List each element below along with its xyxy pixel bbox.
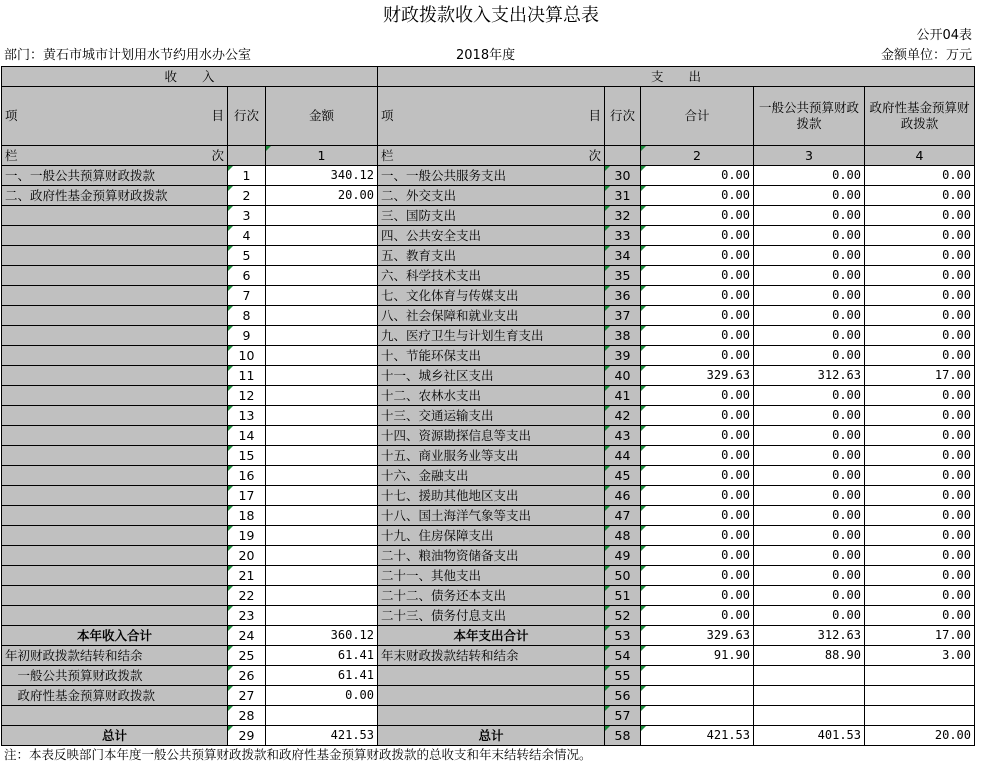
income-amount-cell [266,426,378,446]
income-amount-cell: 0.00 [266,686,378,706]
expense-total-cell: 0.00 [641,406,754,426]
income-amount-cell [266,246,378,266]
expense-total-cell: 421.53 [641,726,754,746]
expense-rowno-cell: 49 [605,546,641,566]
income-amount-cell [266,366,378,386]
expense-total-cell: 0.00 [641,166,754,186]
table-row [2,326,975,346]
expense-fund-cell: 0.00 [865,506,975,526]
expense-total-cell: 0.00 [641,186,754,206]
expense-general-cell [754,666,865,686]
table-row [2,166,975,186]
table-row [2,346,975,366]
header-row-columns [2,87,975,146]
income-rowno-cell: 5 [228,246,266,266]
income-amount-cell: 61.41 [266,666,378,686]
expense-total-cell [641,706,754,726]
expense-general-cell [754,706,865,726]
expense-item-cell: 九、医疗卫生与计划生育支出 [378,326,605,346]
expense-rowno-cell: 46 [605,486,641,506]
expense-rowno-cell: 38 [605,326,641,346]
income-item-header: 项 目 [2,87,228,146]
income-rowno-cell: 17 [228,486,266,506]
income-amount-cell [266,526,378,546]
expense-item-cell: 十七、援助其他地区支出 [378,486,605,506]
expense-total-cell: 329.63 [641,626,754,646]
income-item-cell [2,606,228,626]
expense-total-cell: 0.00 [641,446,754,466]
income-rowno-cell: 9 [228,326,266,346]
expense-item-cell: 六、科学技术支出 [378,266,605,286]
expense-fund-cell: 0.00 [865,326,975,346]
income-rowno-cell: 14 [228,426,266,446]
expense-item-cell [378,706,605,726]
income-rowno-cell: 8 [228,306,266,326]
income-amount-cell [266,506,378,526]
income-item-cell [2,706,228,726]
expense-total-cell: 0.00 [641,586,754,606]
income-item-cell [2,366,228,386]
table-row [2,706,975,726]
income-item-cell [2,566,228,586]
income-rowno-cell: 13 [228,406,266,426]
expense-general-cell: 0.00 [754,606,865,626]
expense-general-cell: 0.00 [754,226,865,246]
expense-rowno-cell: 45 [605,466,641,486]
table-row [2,446,975,466]
col-index-2: 2 [641,146,754,166]
expense-fund-cell: 0.00 [865,446,975,466]
table-row [2,686,975,706]
expense-fund-cell [865,666,975,686]
expense-rowno-cell: 48 [605,526,641,546]
income-amount-cell: 360.12 [266,626,378,646]
expense-item-cell: 十二、农林水支出 [378,386,605,406]
table-row [2,386,975,406]
income-rowno-cell: 2 [228,186,266,206]
income-amount-cell [266,466,378,486]
income-amount-cell [266,266,378,286]
expense-general-cell: 0.00 [754,266,865,286]
expense-item-cell: 本年支出合计 [378,626,605,646]
income-amount-cell [266,586,378,606]
income-item-cell: 政府性基金预算财政拨款 [2,686,228,706]
income-rowno-cell: 24 [228,626,266,646]
income-rowno-cell: 22 [228,586,266,606]
expense-general-cell: 0.00 [754,546,865,566]
income-item-cell: 一、一般公共预算财政拨款 [2,166,228,186]
income-amount-cell: 421.53 [266,726,378,746]
expense-fund-cell: 0.00 [865,306,975,326]
income-item-cell [2,586,228,606]
expense-rowno-cell: 34 [605,246,641,266]
expense-col-index: 栏 次 [378,146,605,166]
expense-fund-cell: 0.00 [865,426,975,446]
expense-general-cell: 0.00 [754,506,865,526]
expense-fund-cell: 0.00 [865,166,975,186]
income-amount-cell [266,226,378,246]
expense-rowno-cell: 53 [605,626,641,646]
expense-general-cell: 0.00 [754,286,865,306]
income-amount-cell [266,326,378,346]
expense-rowno-cell: 39 [605,346,641,366]
expense-item-cell: 一、一般公共服务支出 [378,166,605,186]
doc-code: 公开04表 [916,28,972,43]
expense-item-cell: 十九、住房保障支出 [378,526,605,546]
expense-total-cell: 0.00 [641,426,754,446]
table-row [2,286,975,306]
expense-item-cell: 十三、交通运输支出 [378,406,605,426]
expense-total-cell: 0.00 [641,266,754,286]
income-col-index: 栏 次 [2,146,228,166]
income-amount-cell [266,486,378,506]
table-row [2,266,975,286]
expense-fund-cell: 0.00 [865,186,975,206]
income-item-cell [2,306,228,326]
expense-rowno-cell: 44 [605,446,641,466]
income-item-cell: 总计 [2,726,228,746]
expense-total-cell: 0.00 [641,206,754,226]
expense-total-cell: 0.00 [641,566,754,586]
expense-general-cell: 0.00 [754,406,865,426]
income-item-cell [2,226,228,246]
income-item-cell [2,526,228,546]
income-amount-cell [266,346,378,366]
income-rowno-cell: 6 [228,266,266,286]
income-item-cell [2,206,228,226]
expense-fund-cell: 0.00 [865,526,975,546]
expense-total-cell: 329.63 [641,366,754,386]
table-row [2,566,975,586]
income-item-cell [2,266,228,286]
table-row [2,546,975,566]
table-row [2,186,975,206]
income-amount-cell [266,706,378,726]
expense-fund-cell: 0.00 [865,546,975,566]
table-row [2,666,975,686]
expense-rowno-cell: 31 [605,186,641,206]
expense-item-cell: 二十、粮油物资储备支出 [378,546,605,566]
expense-fund-cell [865,686,975,706]
income-rowno-cell: 3 [228,206,266,226]
income-amount-cell [266,606,378,626]
expense-rowno-cell: 43 [605,426,641,446]
expense-header: 支 出 [378,67,975,87]
expense-item-cell [378,686,605,706]
expense-rowno-cell: 42 [605,406,641,426]
header-row-section [2,67,975,87]
income-item-cell [2,286,228,306]
expense-total-cell: 0.00 [641,546,754,566]
expense-rowno-cell: 30 [605,166,641,186]
income-rowno-cell: 1 [228,166,266,186]
expense-fund-cell: 0.00 [865,266,975,286]
income-amount-cell [266,306,378,326]
income-rowno-index [228,146,266,166]
expense-rowno-header: 行次 [605,87,641,146]
expense-general-cell: 0.00 [754,186,865,206]
expense-rowno-cell: 47 [605,506,641,526]
table-row [2,426,975,446]
income-item-cell: 一般公共预算财政拨款 [2,666,228,686]
expense-item-cell: 总计 [378,726,605,746]
table-row [2,646,975,666]
expense-general-cell: 0.00 [754,426,865,446]
table-row [2,626,975,646]
expense-item-cell: 二十三、债务付息支出 [378,606,605,626]
expense-rowno-cell: 35 [605,266,641,286]
income-rowno-cell: 20 [228,546,266,566]
table-row [2,206,975,226]
expense-rowno-cell: 41 [605,386,641,406]
table-row [2,726,975,746]
table-row [2,306,975,326]
budget-table [1,66,975,746]
expense-rowno-cell: 40 [605,366,641,386]
expense-general-cell: 0.00 [754,486,865,506]
expense-fund-cell: 17.00 [865,626,975,646]
expense-total-cell [641,666,754,686]
expense-rowno-cell: 33 [605,226,641,246]
income-rowno-cell: 18 [228,506,266,526]
expense-item-header: 项 目 [378,87,605,146]
header-row-index [2,146,975,166]
expense-fund-cell: 3.00 [865,646,975,666]
income-item-cell [2,406,228,426]
expense-item-cell: 十一、城乡社区支出 [378,366,605,386]
income-item-cell [2,346,228,366]
table-row [2,506,975,526]
income-rowno-cell: 15 [228,446,266,466]
expense-rowno-cell: 58 [605,726,641,746]
income-amount-cell [266,386,378,406]
income-rowno-cell: 27 [228,686,266,706]
expense-rowno-cell: 32 [605,206,641,226]
expense-rowno-cell: 56 [605,686,641,706]
table-row [2,226,975,246]
table-row [2,466,975,486]
fiscal-year: 2018年度 [456,48,516,63]
income-item-cell [2,486,228,506]
income-rowno-cell: 28 [228,706,266,726]
expense-item-cell: 七、文化体育与传媒支出 [378,286,605,306]
income-item-cell: 二、政府性基金预算财政拨款 [2,186,228,206]
table-row [2,486,975,506]
income-rowno-cell: 29 [228,726,266,746]
expense-general-cell: 312.63 [754,366,865,386]
income-item-cell [2,466,228,486]
expense-general-cell: 0.00 [754,346,865,366]
income-header: 收 入 [2,67,378,87]
expense-item-cell: 十八、国土海洋气象等支出 [378,506,605,526]
expense-fund-cell: 0.00 [865,386,975,406]
expense-general-cell: 0.00 [754,166,865,186]
expense-item-cell: 四、公共安全支出 [378,226,605,246]
expense-general-cell: 401.53 [754,726,865,746]
expense-rowno-cell: 55 [605,666,641,686]
income-rowno-cell: 11 [228,366,266,386]
expense-fund-cell: 0.00 [865,286,975,306]
table-row [2,526,975,546]
expense-general-cell: 0.00 [754,326,865,346]
income-item-cell: 本年收入合计 [2,626,228,646]
income-amount-cell [266,546,378,566]
expense-general-cell: 0.00 [754,306,865,326]
expense-total-cell: 0.00 [641,486,754,506]
amount-unit: 金额单位：万元 [880,48,972,63]
income-rowno-cell: 25 [228,646,266,666]
col-index-3: 3 [754,146,865,166]
income-item-cell [2,326,228,346]
expense-fund-cell: 0.00 [865,486,975,506]
income-amount-cell [266,566,378,586]
expense-rowno-cell: 57 [605,706,641,726]
expense-fund-cell: 0.00 [865,206,975,226]
expense-item-cell: 二、外交支出 [378,186,605,206]
expense-total-cell: 0.00 [641,286,754,306]
expense-rowno-cell: 52 [605,606,641,626]
expense-rowno-cell: 36 [605,286,641,306]
expense-total-cell: 0.00 [641,386,754,406]
expense-fund-cell: 0.00 [865,346,975,366]
expense-item-cell: 五、教育支出 [378,246,605,266]
expense-general-cell: 0.00 [754,526,865,546]
expense-general-cell [754,686,865,706]
expense-general-cell: 0.00 [754,446,865,466]
income-rowno-cell: 21 [228,566,266,586]
meta-row [0,46,982,66]
income-item-cell [2,426,228,446]
income-amount-header: 金额 [266,87,378,146]
expense-total-cell: 0.00 [641,526,754,546]
income-amount-cell: 20.00 [266,186,378,206]
table-row [2,366,975,386]
income-item-cell [2,446,228,466]
expense-item-cell: 二十一、其他支出 [378,566,605,586]
expense-item-cell: 十五、商业服务业等支出 [378,446,605,466]
col-index-4: 4 [865,146,975,166]
income-amount-cell [266,406,378,426]
income-rowno-cell: 12 [228,386,266,406]
expense-item-cell: 年末财政拨款结转和结余 [378,646,605,666]
expense-item-cell: 三、国防支出 [378,206,605,226]
income-item-cell [2,546,228,566]
expense-item-cell [378,666,605,686]
expense-total-cell: 0.00 [641,306,754,326]
income-rowno-cell: 16 [228,466,266,486]
expense-total-cell: 0.00 [641,346,754,366]
expense-item-cell: 二十二、债务还本支出 [378,586,605,606]
expense-general-cell: 0.00 [754,466,865,486]
expense-fund-cell: 0.00 [865,466,975,486]
table-note: 注：本表反映部门本年度一般公共预算财政拨款和政府性基金预算财政拨款的总收支和年末结转结余情况。 [4,747,592,762]
table-row [2,586,975,606]
expense-total-cell: 0.00 [641,606,754,626]
expense-rowno-cell: 50 [605,566,641,586]
income-rowno-cell: 23 [228,606,266,626]
expense-fund-cell: 0.00 [865,586,975,606]
department-label: 部门：黄石市城市计划用水节约用水办公室 [4,48,252,63]
expense-fund-cell: 0.00 [865,406,975,426]
expense-fund-cell: 0.00 [865,566,975,586]
expense-fund-header: 政府性基金预算财政拨款 [865,87,975,146]
expense-general-cell: 0.00 [754,206,865,226]
income-rowno-header: 行次 [228,87,266,146]
expense-fund-cell: 0.00 [865,606,975,626]
expense-total-cell [641,686,754,706]
income-amount-cell [266,206,378,226]
expense-total-cell: 0.00 [641,226,754,246]
expense-rowno-index [605,146,641,166]
expense-general-cell: 0.00 [754,586,865,606]
income-rowno-cell: 10 [228,346,266,366]
income-amount-cell: 61.41 [266,646,378,666]
expense-fund-cell: 20.00 [865,726,975,746]
expense-fund-cell [865,706,975,726]
expense-item-cell: 十四、资源勘探信息等支出 [378,426,605,446]
income-item-cell [2,246,228,266]
expense-general-cell: 0.00 [754,566,865,586]
expense-rowno-cell: 51 [605,586,641,606]
table-row [2,406,975,426]
expense-total-cell: 0.00 [641,466,754,486]
income-rowno-cell: 7 [228,286,266,306]
income-amount-cell: 340.12 [266,166,378,186]
expense-general-cell: 0.00 [754,246,865,266]
income-rowno-cell: 4 [228,226,266,246]
expense-general-cell: 88.90 [754,646,865,666]
expense-total-cell: 0.00 [641,326,754,346]
expense-fund-cell: 0.00 [865,246,975,266]
expense-item-cell: 十六、金融支出 [378,466,605,486]
expense-fund-cell: 17.00 [865,366,975,386]
expense-general-cell: 0.00 [754,386,865,406]
expense-total-cell: 0.00 [641,506,754,526]
income-rowno-cell: 19 [228,526,266,546]
income-amount-cell [266,446,378,466]
page-title: 财政拨款收入支出决算总表 [383,5,599,26]
expense-general-header: 一般公共预算财政拨款 [754,87,865,146]
income-item-cell [2,386,228,406]
expense-rowno-cell: 37 [605,306,641,326]
expense-total-cell: 0.00 [641,246,754,266]
income-amount-cell [266,286,378,306]
expense-general-cell: 312.63 [754,626,865,646]
income-item-cell: 年初财政拨款结转和结余 [2,646,228,666]
income-item-cell [2,506,228,526]
income-rowno-cell: 26 [228,666,266,686]
expense-fund-cell: 0.00 [865,226,975,246]
expense-total-header: 合计 [641,87,754,146]
expense-total-cell: 91.90 [641,646,754,666]
table-row [2,246,975,266]
expense-rowno-cell: 54 [605,646,641,666]
table-row [2,606,975,626]
expense-item-cell: 十、节能环保支出 [378,346,605,366]
col-index-1: 1 [266,146,378,166]
expense-item-cell: 八、社会保障和就业支出 [378,306,605,326]
